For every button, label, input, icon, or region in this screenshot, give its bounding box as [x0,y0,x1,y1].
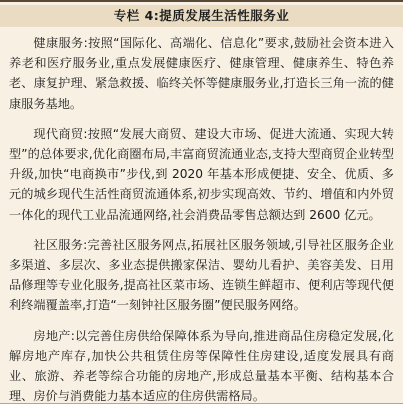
paragraph-health-services: 健康服务:按照“国际化、高端化、信息化”要求,鼓励社会资本进入养老和医疗服务业,重点发展健康医疗、健康管理、健康养生、特色养老、康复护理、紧急救援、临终关怀等健康服务业,打造长三角一流的健康服务基地。 [9,36,394,111]
column-title: 专栏 4:提质发展生活性服务业 [0,5,403,27]
column-content [0,27,403,406]
paragraph-modern-commerce: 现代商贸:按照“发展大商贸、建设大市场、促进大流通、实现大转型”的总体要求,优化商圈布局,丰富商贸流通业态,支持大型商贸企业转型升级,加快“电商换市”步伐,到 2020 年基本形成便捷、安全、优质、多元的城乡现代生活性商贸流通体系,初步实现高效、节约、增值和内外贸一体化的现代工业品流通网络,社会消费品零售总额达到 2600 亿元。 [9,126,394,222]
paragraph-real-estate: 房地产:以完善住房供给保障体系为导向,推进商品住房稳定发展,化解房地产库存,加快公共租赁住房等保障性住房建设,适度发展具有商业、旅游、养老等综合功能的房地产,形成总量基本平衡、结构基本合理、房价与消费能力基本适应的住房供需格局。 [9,328,394,404]
paragraph-community-services: 社区服务:完善社区服务网点,拓展社区服务领域,引导社区服务企业多渠道、多层次、多业态提供搬家保洁、婴幼儿看护、美容美发、日用品修理等专业化服务,提高社区菜市场、连锁生鲜超市、便利店等现代便利终端覆盖率,打造“一刻钟社区服务圈”便民服务网络。 [9,237,394,313]
